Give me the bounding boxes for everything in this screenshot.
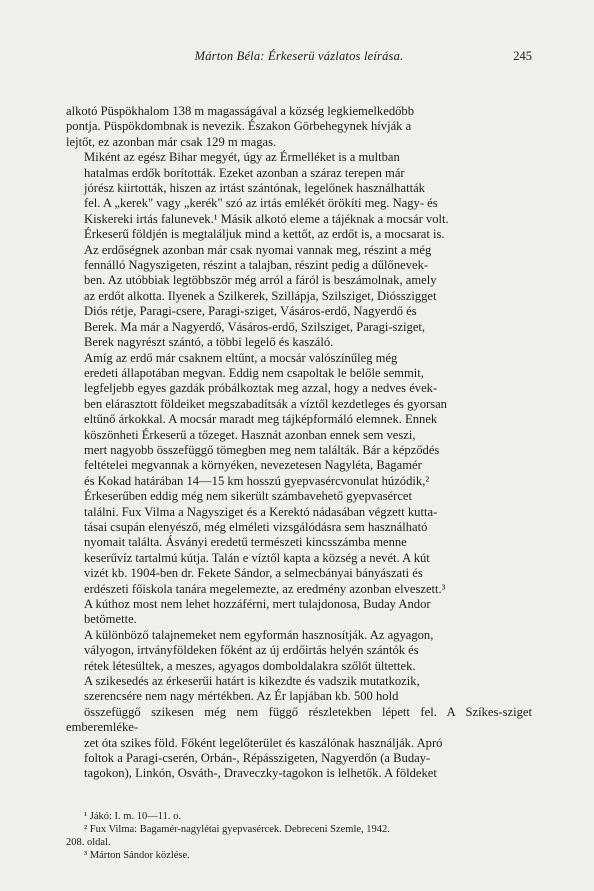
text-line: nyomait találta. Ásványi eredetű természeti kincsszámba menne [84,535,407,550]
paragraph [66,674,532,782]
text-line: eltűnő árkokkal. A mocsár maradt meg tájképformáló elemnek. Ennek [84,412,438,427]
text-line: és Kokad határában 14—15 km hosszú gyepvasércvonulat húzódik,² [84,473,430,488]
page-header [66,49,532,69]
text-line: A különböző talajnemeket nem egyformán hasznosítják. Az agyagon, [84,627,434,642]
text-line: foltok a Paragi-cserén, Orbán-, Répásszigeten, Nagyerdőn (a Buday- [84,751,431,766]
text-line: A szikesedés az érkeserűi határt is kikezdte és vadszik mutatkozik, [84,674,420,689]
paragraph [66,104,532,150]
text-line: köszönheti Érkeserű a tőzeget. Hasznát azonban ennek sem veszi, [84,427,416,442]
text-line: vizét kb. 1904-ben dr. Fekete Sándor, a selmecbányai bányászati és [84,566,423,581]
text-line: Érkeserű földjén is megtaláljuk mind a kettőt, az erdőt is, a mocsarat is. [84,227,445,242]
text-line: tásai csupán elenyésző, még elméleti vizsgálódásra sem használható [84,519,428,534]
text-line: Berek. Ma már a Nagyerdő, Vásáros-erdő, Szilsziget, Paragi-sziget, [84,319,426,334]
text-line: jórész kiirtották, hiszen az irtást szántónak, legelőnek használhatták [84,181,425,196]
paragraph [66,628,532,674]
footnote: ¹ Jákó: I. m. 10—11. o. [84,811,181,822]
text-line: Érkeserűben eddig még nem sikerült számbavehető gyepvasércet [84,489,413,504]
text-line: mert nagyobb összefüggő tömegben meg nem találták. Bár a képződés [84,442,440,457]
text-line: betömette. [84,612,137,627]
text-line: legfeljebb egyes gazdák próbálkoztak meg azzal, hogy a nedves évek- [84,381,438,396]
text-line: az erdőt alkotta. Ilyenek a Szilkerek, Szillápja, Szilsziget, Diósszigget [84,288,437,303]
text-line: eredeti állapotában megvan. Eddig nem csapoltak le belőle semmit, [84,365,424,380]
text-line: fel. A „kerek" vagy „kerék" szó az irtás emlékét örökíti meg. Nagy- és [84,196,438,211]
text-line: Berek nagyrészt szántó, a többi legelő és kaszáló. [84,335,334,350]
footnotes [66,810,532,862]
footnote: ² Fux Vilma: Bagamér-nagylétai gyepvasércek. Debreceni Szemle, 1942. [84,824,390,835]
text-line: lejtőt, ez azonban már csak 129 m magas. [66,134,277,149]
text-line: erdészeti főiskola tanára megelemezte, az eredmény azonban elveszett.³ [84,581,446,596]
text-line: találni. Fux Vilma a Nagysziget és a Kerektó nádasában végzett kutta- [84,504,438,519]
text-line: ben elárasztott földeiket megszabadítsák a víztől kezdetleges és gyorsan [84,396,447,411]
footnote: 208. oldal. [66,837,111,848]
text-line: zet óta szikes föld. Főként legelőterület és kaszálónak használják. Apró [84,735,443,750]
text-line: keserűvíz tartalmú kútja. Talán e víztől kapta a község a nevét. A kút [84,550,430,565]
paragraph [66,150,532,350]
text-line: feltételei megvannak a környéken, nevezetesen Nagyléta, Bagamér [84,458,422,473]
page-number: 245 [513,49,532,63]
text-line: Az erdőségnek azonban már csak nyomai vannak meg, részint a még [84,242,432,257]
text-line: pontja. Püspökdombnak is nevezik. Északon Görbehegynek hívják a [66,119,412,134]
text-line: fennálló Nagyszigeten, részint a talajban, részint pedig a dűlőnevek- [84,258,429,273]
text-line: ben. Az utóbbiak legtöbbször még arról a fáról is beszámolnak, amely [84,273,437,288]
body-text [66,104,532,782]
text-line: Amíg az erdő már csaknem eltűnt, a mocsár valószínűleg még [84,350,398,365]
text-line: Diós rétje, Paragi-csere, Paragi-sziget, Vásáros-erdő, Nagyerdő és [84,304,417,319]
text-line: rétek létesültek, a meszes, agyagos domboldalakra szőlőt ültettek. [84,658,416,673]
paragraph [66,351,532,628]
text-line: A kúthoz most nem lehet hozzáférni, mert tulajdonosa, Buday Andor [84,597,431,611]
text-line: Kiskereki irtás falunevek.¹ Másik alkotó eleme a tájéknak a mocsár volt. [84,211,449,226]
text-line: alkotó Püspökhalom 138 m magasságával a község legkiemelkedőbb [66,104,415,118]
footnote: ³ Márton Sándor közlése. [84,850,190,861]
text-line: szerencsére nem nagy mértékben. Az Ér lapjában kb. 500 hold [84,689,399,704]
text-line: Miként az egész Bihar megyét, úgy az Érmelléket is a multban [84,150,400,165]
text-line: vályogon, irtványföldeken főként az új erdőirtás helyén szántók és [84,643,419,658]
running-title: Márton Béla: Érkeserü vázlatos leírása. [194,49,404,63]
text-line: tagokon), Linkón, Osváth-, Draveczky-tagokon is lelhetők. A földeket [84,766,437,781]
text-line: összefüggő szikesen még nem függő részletekben lépett fel. A Szíkes-sziget emberemléke- [66,704,532,735]
text-line: hatalmas erdők borították. Ezeket azonban a száraz terepen már [84,165,405,180]
